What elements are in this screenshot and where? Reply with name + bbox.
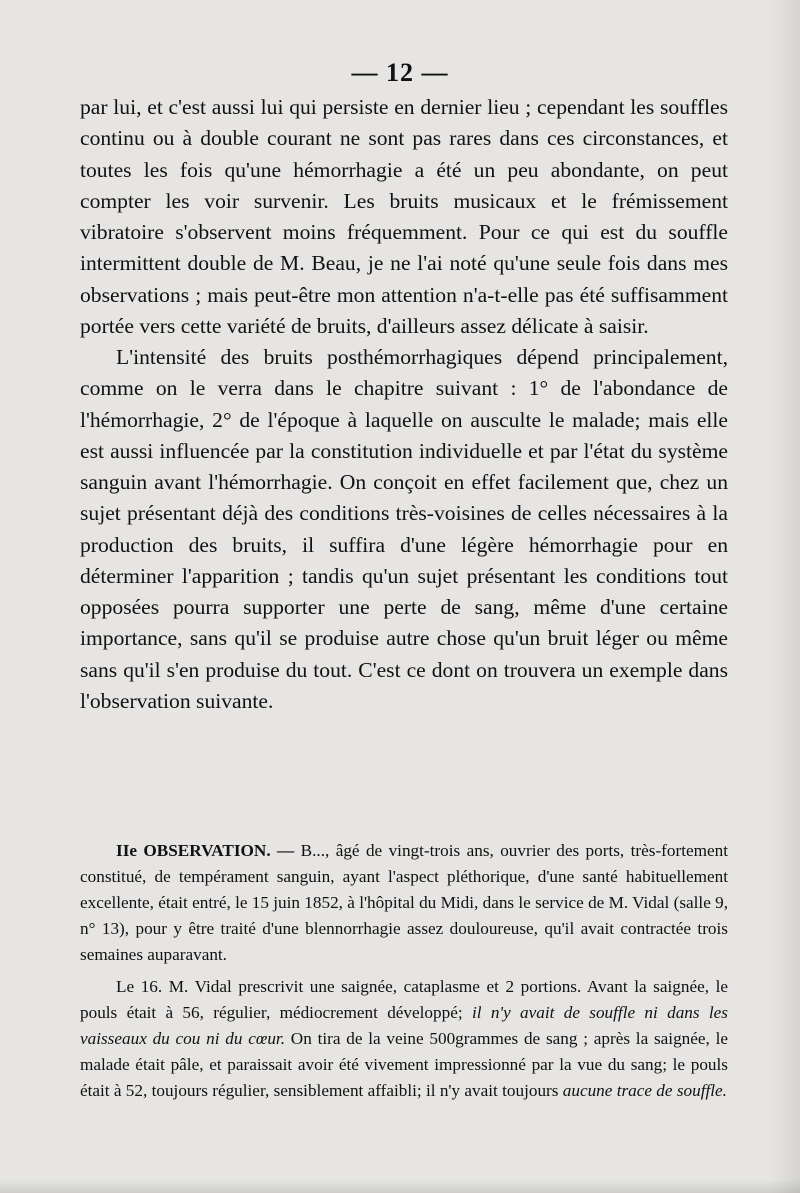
main-text (80, 92, 728, 717)
page-bottom-shadow (0, 1179, 800, 1193)
page-number: — 12 — (351, 58, 449, 87)
observation-paragraph-2 (80, 974, 728, 1104)
observation-paragraph-1 (80, 838, 728, 968)
observation-heading: IIe OBSERVATION. — (116, 841, 295, 860)
paragraph-2: L'intensité des bruits posthémorrhagiques dépend principalement, comme on le verra dans le chapitre suivant : 1° de l'abondance de l'hémorrhagie, 2° de l'époque à laquelle on ausculte le malade; mais elle est aussi influencée par la constitution individuelle et par l'état du système sanguin avant l'hémorrhagie. On conçoit en effet facilement que, chez un sujet présentant déjà des conditions très-voisines de celles nécessaires à la production des bruits, il suffira d'une légère hémorrhagie pour en déterminer l'apparition ; tandis qu'un sujet présentant les conditions tout opposées pourra supporter une perte de sang, même d'une certaine importance, sans qu'il se produise autre chose qu'un bruit léger ou même sans qu'il s'en produise du tout. C'est ce dont on trouvera un exemple dans l'observation suivante. (80, 345, 728, 713)
observation-text-2b: On tira de la veine 500grammes de sang ; après la saignée, le malade était pâle, et paraissait avoir été vivement impressionné par la vue du sang; le pouls était à 52, toujours régulier, sensiblement affaibli; il n'y avait toujours (80, 1029, 728, 1100)
observation-italic-2: aucune trace de souffle. (562, 1081, 727, 1100)
observation-block (80, 838, 728, 1104)
observation-italic-1: il n'y avait de souffle ni dans les vaisseaux du cou ni du cœur. (80, 1003, 728, 1048)
page-edge-shadow (770, 0, 800, 1193)
observation-text-2a: Le 16. M. Vidal prescrivit une saignée, cataplasme et 2 portions. Avant la saignée, le pouls était à 56, régulier, médiocrement développé; (80, 977, 728, 1022)
observation-text-1: B..., âgé de vingt-trois ans, ouvrier des ports, très-fortement constitué, de tempérament sanguin, ayant l'aspect pléthorique, d'une santé habituellement excellente, était entré, le 15 juin 1852, à l'hôpital du Midi, dans le service de M. Vidal (salle 9, n° 13), pour y être traité d'une blennorrhagie assez douloureuse, qu'il avait contractée trois semaines auparavant. (80, 841, 729, 964)
paragraph-1: par lui, et c'est aussi lui qui persiste en dernier lieu ; cependant les souffles continu ou à double courant ne sont pas rares dans ces circonstances, et toutes les fois qu'une hémorrhagie a été un peu abondante, on peut compter les voir survenir. Les bruits musicaux et le frémissement vibratoire s'observent moins fréquemment. Pour ce qui est du souffle intermittent double de M. Beau, je ne l'ai noté qu'une seule fois dans mes observations ; mais peut-être mon attention n'a-t-elle pas été suffisamment portée vers cette variété de bruits, d'ailleurs assez délicate à saisir. (80, 95, 728, 338)
